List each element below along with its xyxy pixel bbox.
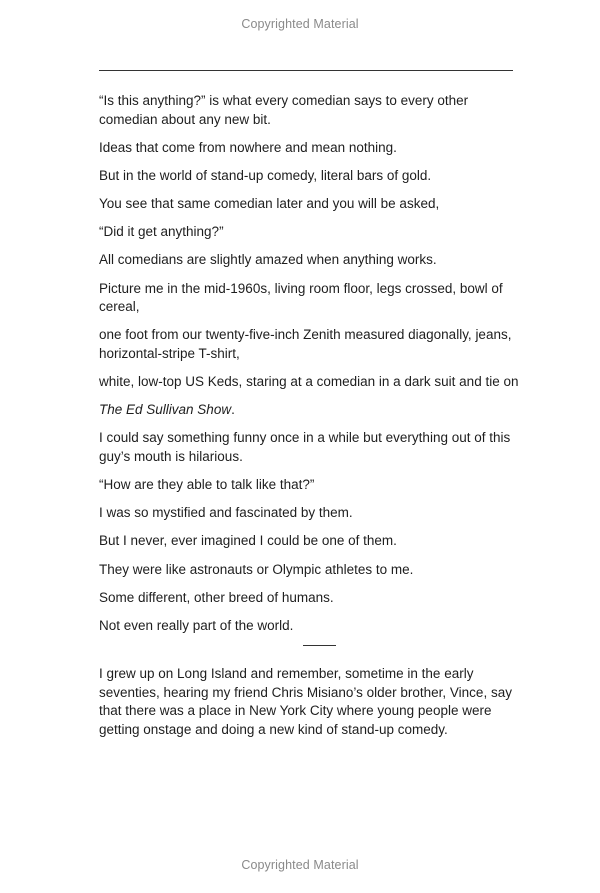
show-title: The Ed Sullivan Show bbox=[99, 402, 232, 418]
paragraph: “Did it get anything?” bbox=[99, 224, 224, 240]
paragraph: They were like astronauts or Olympic athletes to me. bbox=[99, 561, 414, 577]
page-body bbox=[99, 92, 519, 749]
paragraph: But I never, ever imagined I could be one of them. bbox=[99, 533, 397, 549]
paragraph: Picture me in the mid-1960s, living room floor, legs crossed, bowl of cereal, bbox=[99, 280, 503, 315]
paragraph: one foot from our twenty-five-inch Zenith measured diagonally, jeans, horizontal-stripe T-shirt, bbox=[99, 327, 512, 361]
paragraph: I could say something funny once in a while but everything out of this guy’s mouth is hilarious. bbox=[99, 430, 511, 464]
show-title-paragraph bbox=[99, 401, 519, 420]
copyright-watermark-top: Copyrighted Material bbox=[241, 17, 359, 31]
show-title-period: . bbox=[231, 402, 235, 418]
paragraph: Ideas that come from nowhere and mean nothing. bbox=[99, 139, 397, 155]
header-rule bbox=[99, 70, 513, 71]
paragraph: All comedians are slightly amazed when anything works. bbox=[99, 252, 437, 268]
paragraph: Not even really part of the world. bbox=[99, 618, 294, 633]
paragraph: white, low-top US Keds, staring at a comedian in a dark suit and tie on bbox=[99, 374, 519, 389]
paragraph: You see that same comedian later and you will be asked, bbox=[99, 196, 440, 212]
section-break-rule bbox=[303, 645, 336, 646]
paragraph: “Is this anything?” is what every comedian says to every other comedian about any new bit. bbox=[99, 93, 469, 127]
paragraph: I was so mystified and fascinated by them. bbox=[99, 505, 353, 521]
paragraph: But in the world of stand-up comedy, literal bars of gold. bbox=[99, 167, 432, 183]
copyright-watermark-bottom: Copyrighted Material bbox=[241, 858, 359, 872]
paragraph: Some different, other breed of humans. bbox=[99, 589, 334, 605]
paragraph: “How are they able to talk like that?” bbox=[99, 477, 315, 493]
paragraph: I grew up on Long Island and remember, sometime in the early seventies, hearing my friend Chris Misiano’s older brother, Vince, say that there was a place in New York City where young people were getting onstage and doing a new kind of stand-up comedy. bbox=[99, 666, 512, 737]
